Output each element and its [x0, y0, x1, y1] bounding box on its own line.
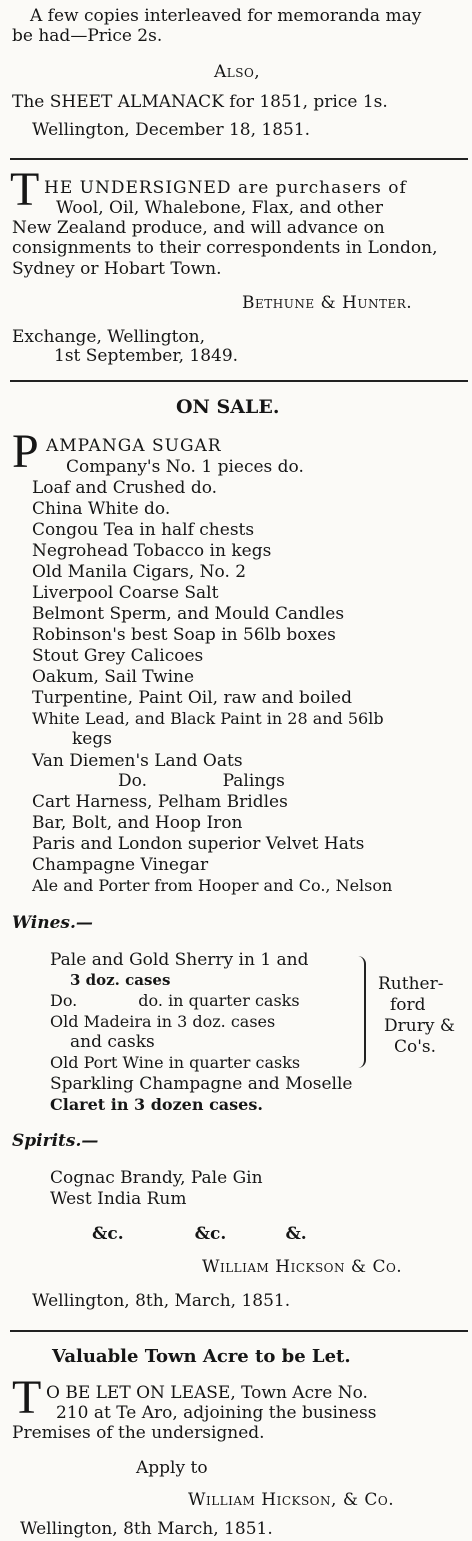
- sale-item: Turpentine, Paint Oil, raw and boiled: [32, 688, 352, 708]
- sale-item: Old Manila Cigars, No. 2: [32, 562, 247, 582]
- sale-item: Belmont Sperm, and Mould Candles: [32, 604, 345, 624]
- wine-item: Old Madeira in 3 doz. cases: [50, 1012, 276, 1031]
- wine-item: 3 doz. cases: [70, 971, 171, 989]
- divider-3: [10, 1330, 468, 1332]
- sale-item: Company's No. 1 pieces do.: [66, 457, 304, 477]
- wines-brace: [354, 956, 366, 1068]
- wines-heading: Wines.—: [12, 913, 93, 933]
- wine-item: Claret in 3 dozen cases.: [50, 1095, 263, 1114]
- town-acre-drop-cap: T: [12, 1371, 42, 1424]
- etc-line: &c. &c. &.: [92, 1224, 307, 1244]
- almanack-date: Wellington, December 18, 1851.: [32, 120, 311, 140]
- sale-item: Negrohead Tobacco in kegs: [32, 541, 272, 561]
- on-sale-date: Wellington, 8th, March, 1851.: [32, 1291, 291, 1311]
- pampanga-sugar: AMPANGA SUGAR: [46, 436, 222, 456]
- undersigned-line-3: New Zealand produce, and will advance on: [12, 218, 385, 238]
- sale-item: kegs: [72, 729, 112, 749]
- town-acre-heading: Valuable Town Acre to be Let.: [52, 1346, 351, 1367]
- almanack-line-1: A few copies interleaved for memoranda may: [30, 6, 422, 26]
- sale-item: Robinson's best Soap in 56lb boxes: [32, 625, 336, 645]
- spirits-heading: Spirits.—: [12, 1131, 99, 1151]
- sheet-almanack: The SHEET ALMANACK for 1851, price 1s.: [12, 92, 388, 112]
- spirit-item: West India Rum: [50, 1189, 187, 1209]
- undersigned-date: 1st September, 1849.: [54, 346, 239, 366]
- sale-item: Van Diemen's Land Oats: [32, 751, 243, 771]
- divider-2: [10, 380, 468, 382]
- bethune-hunter-signature: Bethune & Hunter.: [242, 293, 413, 313]
- sale-item: Ale and Porter from Hooper and Co., Nelson: [32, 876, 393, 895]
- undersigned-drop-cap: T: [10, 163, 40, 216]
- town-acre-date: Wellington, 8th March, 1851.: [20, 1519, 273, 1539]
- wine-item: Do. do. in quarter casks: [50, 991, 300, 1010]
- sale-item: Oakum, Sail Twine: [32, 667, 195, 687]
- sale-item: Paris and London superior Velvet Hats: [32, 834, 365, 854]
- sale-item: China White do.: [32, 499, 171, 519]
- town-acre-line-3: Premises of the undersigned.: [12, 1423, 265, 1443]
- undersigned-line-4: consignments to their correspondents in London,: [12, 238, 438, 258]
- wines-merchant: Drury &: [384, 1016, 455, 1036]
- sale-item: Cart Harness, Pelham Bridles: [32, 792, 288, 812]
- almanack-also: Also,: [214, 62, 261, 82]
- on-sale-drop-cap: P: [12, 425, 39, 478]
- divider-1: [10, 158, 468, 160]
- undersigned-line-5: Sydney or Hobart Town.: [12, 259, 222, 279]
- wines-merchant: ford: [390, 995, 426, 1015]
- undersigned-place: Exchange, Wellington,: [12, 327, 206, 347]
- on-sale-heading: ON SALE.: [176, 396, 280, 418]
- wine-item: Pale and Gold Sherry in 1 and: [50, 950, 309, 970]
- sale-item: Stout Grey Calicoes: [32, 646, 204, 666]
- sale-item: Do. Palings: [118, 771, 285, 791]
- spirit-item: Cognac Brandy, Pale Gin: [50, 1168, 263, 1188]
- wine-item: Old Port Wine in quarter casks: [50, 1053, 301, 1072]
- sale-item: Bar, Bolt, and Hoop Iron: [32, 813, 243, 833]
- undersigned-line-1: HE UNDERSIGNED are purchasers of: [44, 178, 407, 198]
- sale-item: Loaf and Crushed do.: [32, 478, 218, 498]
- apply-to: Apply to: [136, 1458, 208, 1478]
- wines-merchant: Co's.: [394, 1037, 437, 1057]
- sale-item: Liverpool Coarse Salt: [32, 583, 219, 603]
- sale-item: Champagne Vinegar: [32, 855, 209, 875]
- sale-item: Congou Tea in half chests: [32, 520, 255, 540]
- town-acre-line-2: 210 at Te Aro, adjoining the business: [56, 1403, 377, 1423]
- hickson-signature: William Hickson & Co.: [202, 1257, 403, 1277]
- wine-item: and casks: [70, 1032, 155, 1052]
- undersigned-line-2: Wool, Oil, Whalebone, Flax, and other: [56, 198, 383, 218]
- wine-item: Sparkling Champagne and Moselle: [50, 1074, 353, 1094]
- town-acre-signature: William Hickson, & Co.: [188, 1490, 395, 1510]
- wines-merchant: Ruther-: [378, 974, 444, 994]
- sale-item: White Lead, and Black Paint in 28 and 56lb: [32, 709, 384, 728]
- almanack-line-2: be had—Price 2s.: [12, 26, 163, 46]
- town-acre-line-1: O BE LET ON LEASE, Town Acre No.: [46, 1383, 368, 1403]
